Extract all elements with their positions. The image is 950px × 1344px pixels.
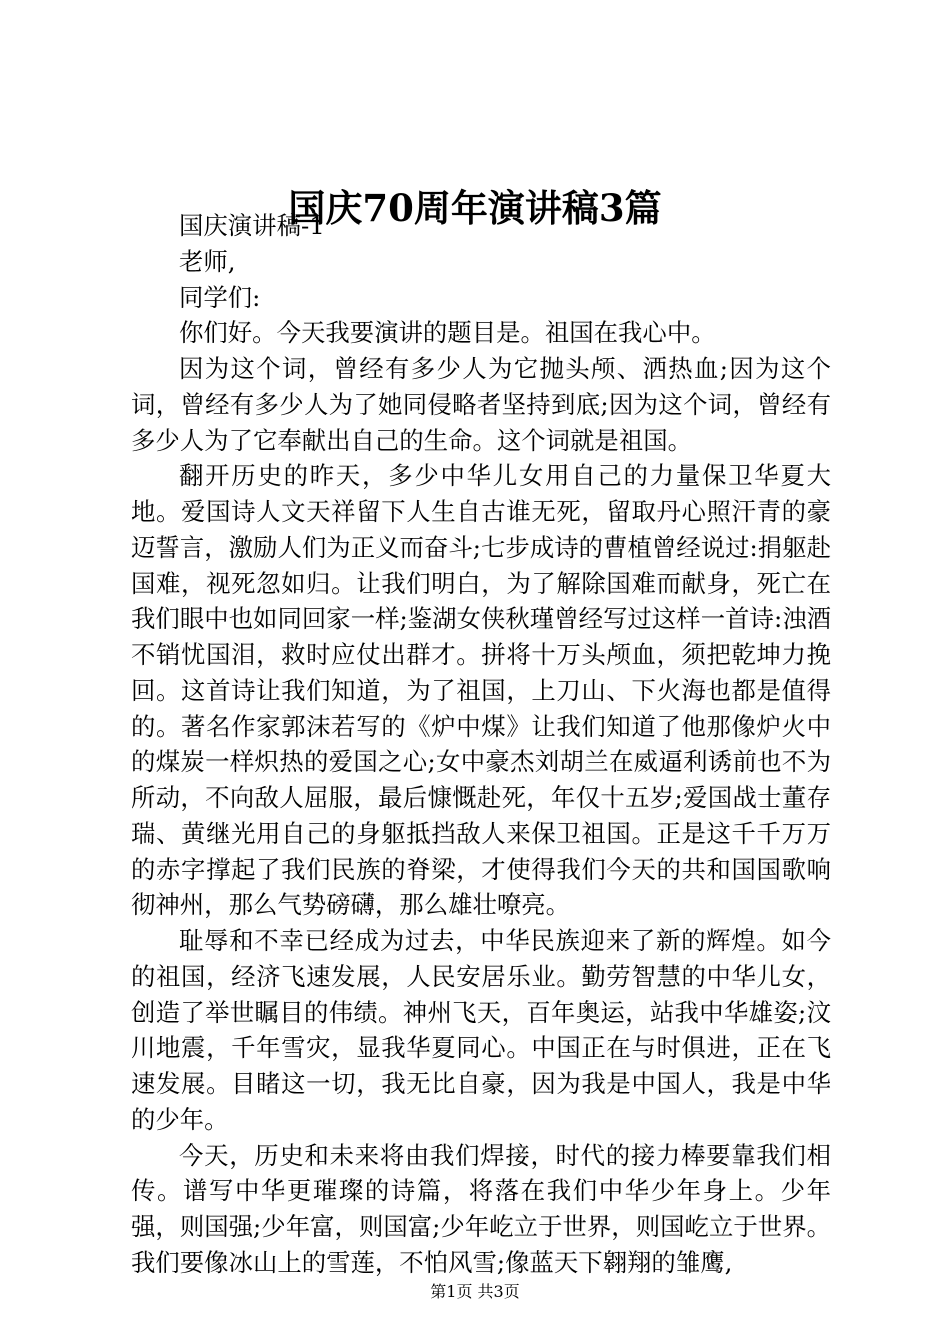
paragraph-greeting: 你们好。今天我要演讲的题目是。祖国在我心中。 [179, 318, 716, 348]
paragraph-body: 耻辱和不幸已经成为过去，中华民族迎来了新的辉煌。如今的祖国，经济飞速发展，人民安居乐业。勤劳智慧的中华儿女，创造了举世瞩目的伟绩。神州飞天，百年奥运，站我中华雄姿;汶川地震，千年雪灾，显我华夏同心。中国正在与时俱进，正在飞速发展。目睹这一切，我无比自豪，因为我是中国人，我是中华的少年。 [131, 926, 831, 1134]
page-footer: 第1页 共3页 [430, 1282, 520, 1301]
paragraph-salutation-teacher: 老师, [179, 246, 236, 276]
paragraph-body: 因为这个词，曾经有多少人为它抛头颅、洒热血;因为这个词，曾经有多少人为了她同侵略者坚持到底;因为这个词，曾经有多少人为了它奉献出自己的生命。这个词就是祖国。 [131, 354, 831, 455]
document-body [131, 208, 831, 1281]
document-title: 国庆70周年演讲稿3篇 [288, 186, 662, 230]
paragraph-salutation-students: 同学们: [179, 282, 261, 312]
paragraph-body: 今天，历史和未来将由我们焊接，时代的接力棒要靠我们相传。谱写中华更璀璨的诗篇，将落在我们中华少年身上。少年强，则国强;少年富，则国富;少年屹立于世界，则国屹立于世界。我们要像冰山上的雪莲，不怕风雪;像蓝天下翱翔的雏鹰, [131, 1140, 831, 1277]
paragraph-heading: 国庆演讲稿-1 [179, 211, 325, 240]
paragraph-body: 翻开历史的昨天，多少中华儿女用自己的力量保卫华夏大地。爱国诗人文天祥留下人生自古谁无死，留取丹心照汗青的豪迈誓言，激励人们为正义而奋斗;七步成诗的曹植曾经说过:捐躯赴国难，视死忽如归。让我们明白，为了解除国难而献身，死亡在我们眼中也如同回家一样;鉴湖女侠秋瑾曾经写过这样一首诗:浊酒不销忧国泪，救时应仗出群才。拼将十万头颅血，须把乾坤力挽回。这首诗让我们知道，为了祖国，上刀山、下火海也都是值得的。著名作家郭沫若写的《炉中煤》让我们知道了他那像炉火中的煤炭一样炽热的爱国之心;女中豪杰刘胡兰在威逼利诱前也不为所动，不向敌人屈服，最后慷慨赴死，年仅十五岁;爱国战士董存瑞、黄继光用自己的身躯抵挡敌人来保卫祖国。正是这千千万万的赤字撑起了我们民族的脊梁，才使得我们今天的共和国国歌响彻神州，那么气势磅礴，那么雄壮嘹亮。 [131, 461, 831, 920]
